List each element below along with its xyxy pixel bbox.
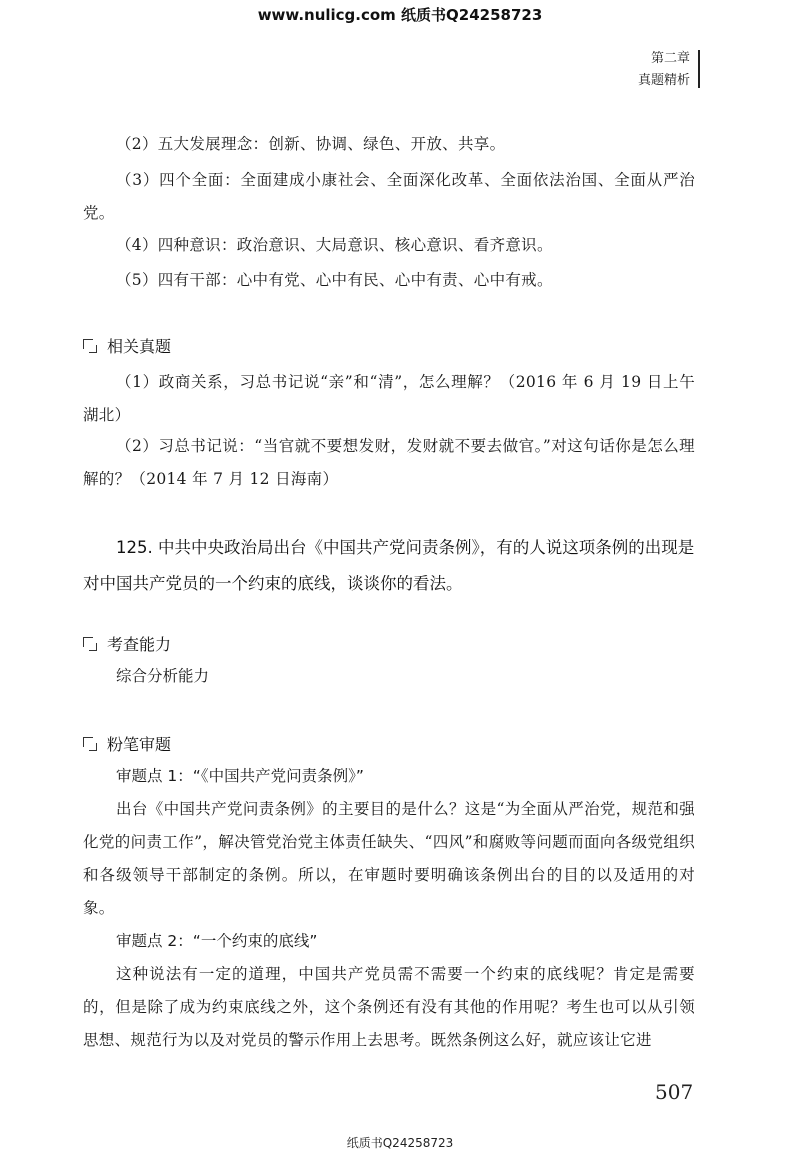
section-bracket-icon [83, 339, 97, 353]
review-heading [83, 732, 171, 755]
ability-heading-label: 考查能力 [107, 635, 172, 654]
chapter-header [638, 48, 690, 92]
ability-text: 综合分析能力 [116, 667, 210, 685]
point-3: （3）四个全面：全面建成小康社会、全面深化改革、全面依法治国、全面从严治党。 [83, 171, 695, 222]
point-4: （4）四种意识：政治意识、大局意识、核心意识、看齐意识。 [116, 236, 553, 254]
ability-heading [83, 632, 171, 655]
related-heading [83, 334, 171, 357]
chapter-title: 第二章 [650, 51, 690, 66]
related-heading-label: 相关真题 [107, 337, 172, 356]
review-point-1-text: 出台《中国共产党问责条例》的主要目的是什么？这是“为全面从严治党，规范和强化党的问责工作”，解决管党治党主体责任缺失、“四风”和腐败等问题而面向各级党组织和各级领导干部制定的条例。所以，在审题时要明确该条例出台的目的以及适用的对象。 [83, 800, 695, 917]
page-number: 507 [655, 1080, 694, 1104]
review-heading-label: 粉笔审题 [107, 735, 172, 754]
question-125: 125. 中共中央政治局出台《中国共产党问责条例》，有的人说这项条例的出现是对中国共产党员的一个约束的底线，谈谈你的看法。 [83, 538, 695, 593]
related-item-2: （2）习总书记说：“当官就不要想发财，发财就不要去做官。”对这句话你是怎么理解的？（2014 年 7 月 12 日海南） [83, 437, 695, 488]
review-point-2-title: 审题点 2：“一个约束的底线” [116, 932, 318, 950]
chapter-subtitle: 真题精析 [637, 73, 690, 88]
related-item-1: （1）政商关系，习总书记说“亲”和“清”，怎么理解？（2016 年 6 月 19 日上午 湖北） [83, 373, 695, 424]
section-bracket-icon [83, 637, 97, 651]
point-2: （2）五大发展理念：创新、协调、绿色、开放、共享。 [116, 135, 506, 153]
chapter-divider [698, 50, 700, 88]
watermark-top: www.nulicg.com 纸质书Q24258723 [257, 6, 543, 24]
point-5: （5）四有干部：心中有党、心中有民、心中有责、心中有戒。 [116, 271, 553, 289]
review-point-2-text: 这种说法有一定的道理，中国共产党员需不需要一个约束的底线呢？肯定是需要的，但是除了成为约束底线之外，这个条例还有没有其他的作用呢？考生也可以从引领思想、规范行为以及对党员的警示作用上去思考。既然条例这么好，就应该让它进 [83, 965, 695, 1049]
section-bracket-icon [83, 737, 97, 751]
review-point-1-title: 审题点 1：“《中国共产党问责条例》” [116, 767, 364, 785]
watermark-bottom: 纸质书Q24258723 [346, 1136, 454, 1150]
